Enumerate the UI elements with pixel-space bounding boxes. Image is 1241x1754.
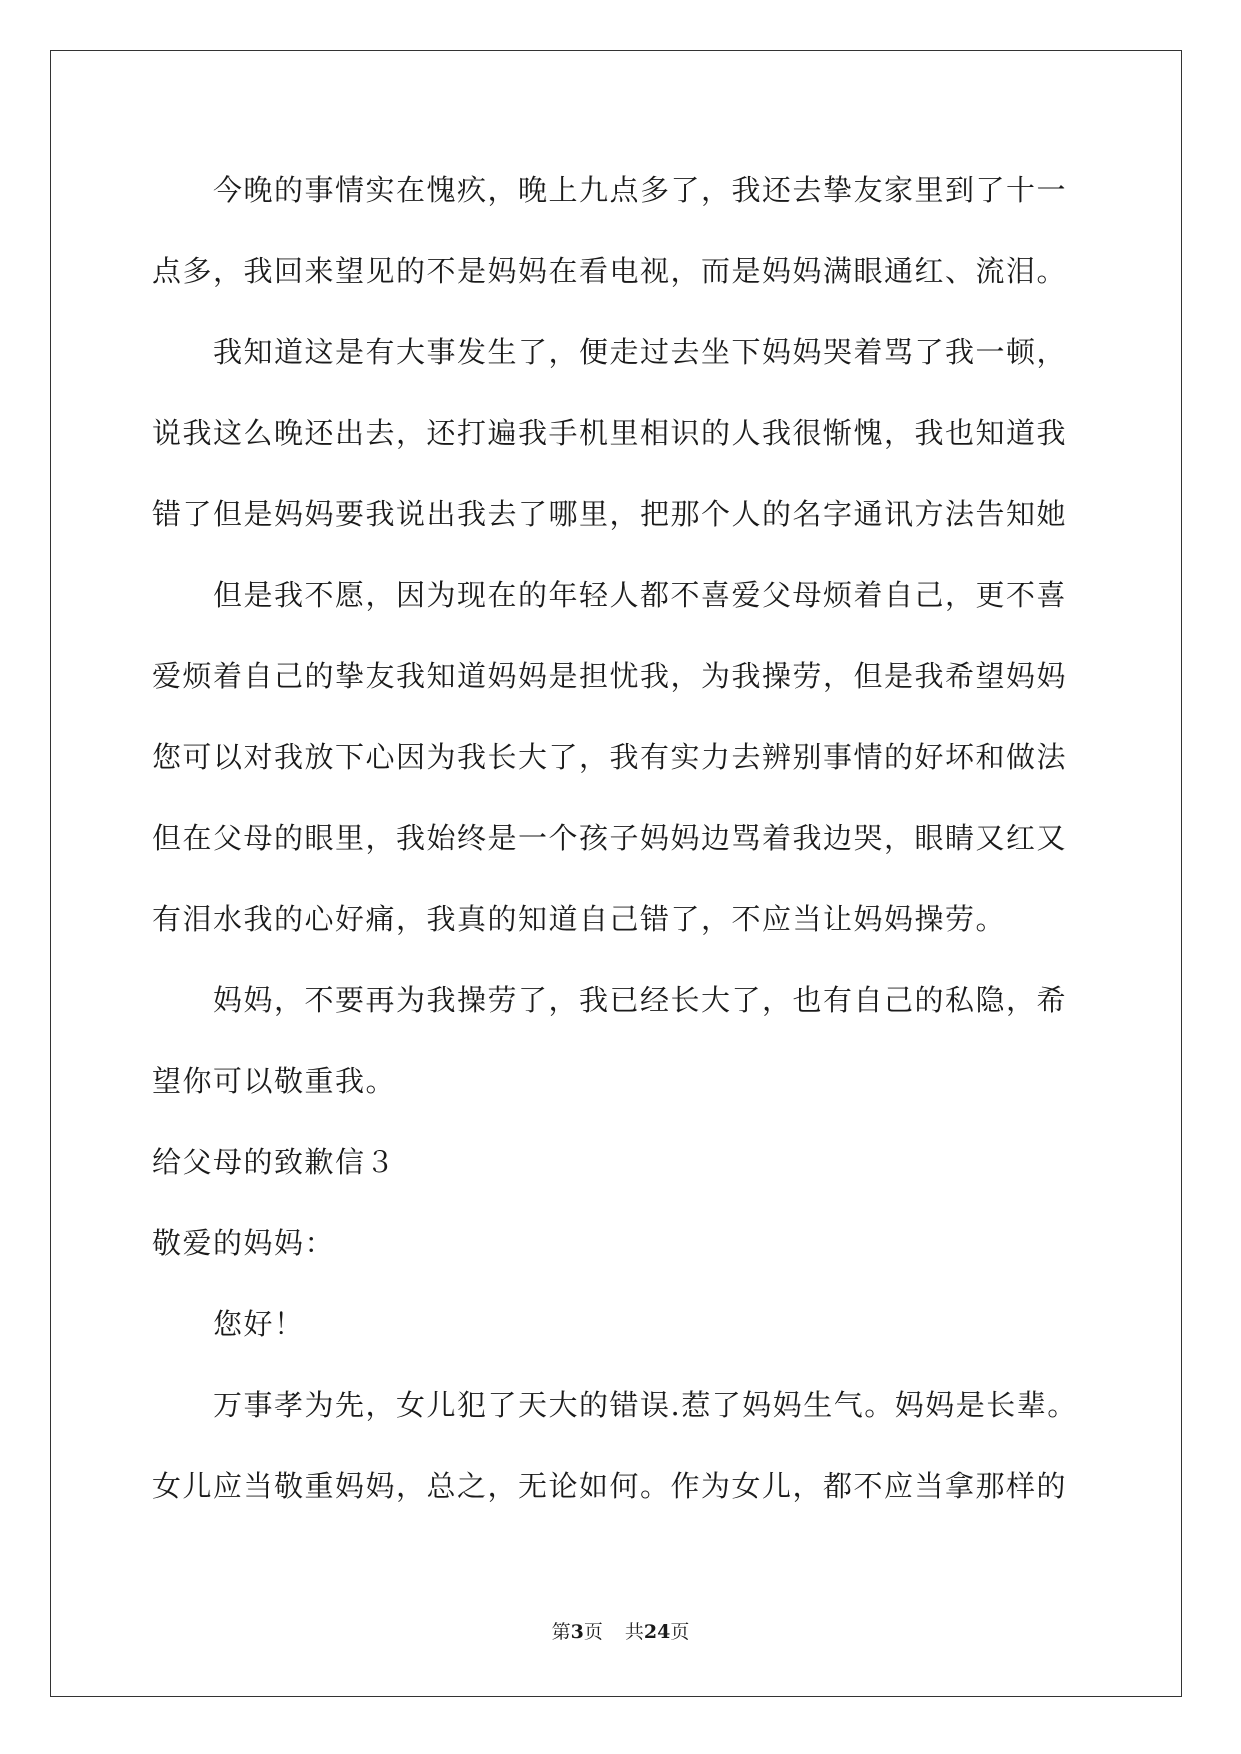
greeting: 您好！ bbox=[213, 1307, 305, 1341]
total-suffix: 页 bbox=[670, 1621, 690, 1643]
paragraph-line: 错了但是妈妈要我说出我去了哪里，把那个人的名字通讯方法告知她 bbox=[152, 497, 1068, 531]
paragraph-line: 我知道这是有大事发生了，便走过去坐下妈妈哭着骂了我一顿， bbox=[213, 335, 1068, 369]
page-footer bbox=[0, 1620, 1241, 1644]
paragraph-line: 妈妈，不要再为我操劳了，我已经长大了，也有自己的私隐，希 bbox=[213, 983, 1068, 1017]
paragraph-line: 望你可以敬重我。 bbox=[152, 1064, 397, 1098]
paragraph-line: 万事孝为先，女儿犯了天大的错误.惹了妈妈生气。妈妈是长辈。 bbox=[213, 1388, 1078, 1422]
paragraph-line: 但是我不愿，因为现在的年轻人都不喜爱父母烦着自己，更不喜 bbox=[213, 578, 1068, 612]
paragraph-line: 女儿应当敬重妈妈，总之，无论如何。作为女儿，都不应当拿那样的 bbox=[152, 1469, 1068, 1503]
paragraph-line: 说我这么晚还出去，还打遍我手机里相识的人我很惭愧，我也知道我 bbox=[152, 416, 1068, 450]
salutation: 敬爱的妈妈： bbox=[152, 1226, 336, 1260]
paragraph-line: 点多，我回来望见的不是妈妈在看电视，而是妈妈满眼通红、流泪。 bbox=[152, 254, 1068, 288]
paragraph-line: 您可以对我放下心因为我长大了，我有实力去辨别事情的好坏和做法 bbox=[152, 740, 1068, 774]
paragraph-line: 爱烦着自己的挚友我知道妈妈是担忧我，为我操劳，但是我希望妈妈 bbox=[152, 659, 1068, 693]
page-prefix: 第 bbox=[551, 1621, 571, 1643]
page-border bbox=[50, 50, 1182, 1697]
paragraph-line: 但在父母的眼里，我始终是一个孩子妈妈边骂着我边哭，眼睛又红又 bbox=[152, 821, 1068, 855]
total-prefix: 共 bbox=[624, 1621, 644, 1643]
page-number: 3 bbox=[570, 1621, 584, 1643]
section-heading: 给父母的致歉信３ bbox=[152, 1145, 397, 1179]
total-pages: 24 bbox=[643, 1621, 671, 1643]
paragraph-line: 有泪水我的心好痛，我真的知道自己错了，不应当让妈妈操劳。 bbox=[152, 902, 1007, 936]
page-suffix: 页 bbox=[583, 1621, 603, 1643]
paragraph-line: 今晚的事情实在愧疚，晚上九点多了，我还去挚友家里到了十一 bbox=[213, 173, 1068, 207]
